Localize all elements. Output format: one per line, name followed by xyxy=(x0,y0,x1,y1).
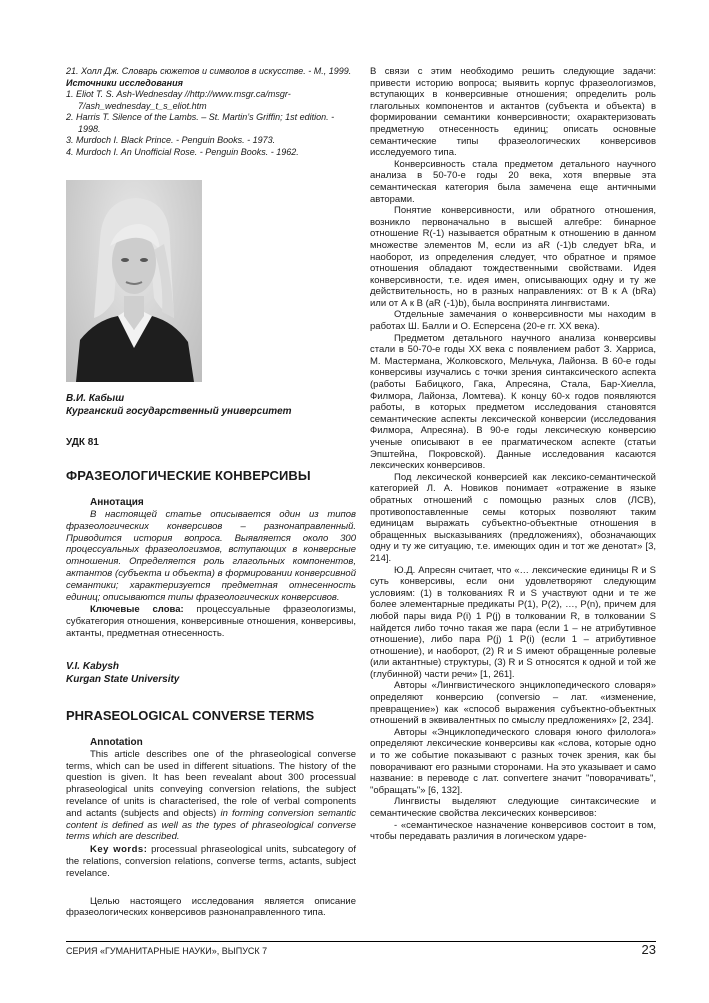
body-paragraph: Авторы «Энциклопедического словаря юного филолога» определяют лексические конверсивы как «слова, которые одно и то же событие показывают с разных точек зрения, как бы поворачивают его разными сторонами. На это указывает и само название: в переводе с лат. convertere значит "поворачивать", "обращать"» [6, 132]. xyxy=(370,726,656,796)
body-paragraph: Ю.Д. Апресян считает, что «… лексические единицы R и S суть конверсивы, если они удовлетворяют следующим условиям: (1) в толкованиях R и S участвуют одни и те же более элементарные предикаты P(1), P(2), …, P(n), причем для любой пары вида P(i) 1 P(j) в толковании R, в толковании S найдется либо точно такая же пара (если 1 – не атрибутивное отношение), либо пара P(j) 1 P(i) (если 1 – атрибутивное отношение), и наоборот, (2) R и S имеют обращенные ролевые (или актантные) структуры, (3) R и S относятся к одной и той же (глубинной) части речи» [1, 261]. xyxy=(370,564,656,680)
body-paragraph: - «семантическое назначение конверсивов состоит в том, чтобы передавать различия в логическом ударе- xyxy=(370,819,656,843)
body-paragraph: В связи с этим необходимо решить следующие задачи: привести историю вопроса; выявить корпус фразеологизмов, вступающих в конверсивные отношения; определить роль глагольных компонентов и актантов (субъекта и объекта) в формировании семантики конверсивности; охарактеризовать предметную отнесенность единиц; описать основные семантические типы фразеологических конверсивов исследуемого типа. xyxy=(370,66,656,159)
author-ru xyxy=(66,392,356,418)
keywords-ru-label: Ключевые слова: xyxy=(90,604,184,616)
body-paragraph: Под лексической конверсией как лексико-семантической категорией Л. А. Новиков понимает «отражение в языке обратных отношений с помощью разных слов (ЛСВ), противопоставленные семы которых позволяют таким единицам выражать субъектно-объектные отношения в обращенных высказываниях (предложениях), обозначающих одну и ту же ситуацию, т.е. имеющих один и тот же денотат» [3, 214]. xyxy=(370,471,656,564)
author-ru-name: В.И. Кабыш xyxy=(66,393,125,404)
author-en xyxy=(66,660,356,686)
author-en-name: V.I. Kabysh xyxy=(66,660,119,672)
left-column xyxy=(66,66,356,919)
keywords-ru xyxy=(66,604,356,639)
body-paragraph: Предметом детального научного анализа конверсивы стали в 50-70-е годы XX века с появлением работ З. Харриса, М. Мастермана, Жолковского, Мельчука, Лайонза. В 60-е годы конверсивы изучались с точки зрения синтаксического аспекта (работы Бабицкого, Гака, Апресяна, Стала, Бар-Хиелла, Филмора, Лайонза, Ломтева). К концу 60-х годов появляются работы, в которых предметом исследования становятся семантические аспекты лексической конверсии (исследования Филмора, Апресяна). В 90-е годы лексическую конверсию ученые описывают в ее прагматическом аспекте (статьи Эпштейна, Покровской). Данные исследования касаются лексических конверсивов. xyxy=(370,332,656,472)
annotation-ru-body: В настоящей статье описывается один из типов фразеологических конверсивов – разнонаправленный. Приводится история вопроса. Выявляется около 300 процессуальных фразеологизмов, вступающих в конверсные отношения. Определяется роль глагольных компонентов, актантов (субъекта и объекта) в формировании конверсивной семантики; характеризуется предметная отнесенность единиц; описываются типы фразеологических конверсивов. xyxy=(66,509,356,603)
keywords-en xyxy=(66,844,356,879)
footer-divider xyxy=(66,941,656,942)
keywords-ru-text: процессуальные фразеологизмы, субкатегория отношения, конверсивные отношения, конверсивы, актанты, предметная отнесенность. xyxy=(66,604,356,639)
author-photo xyxy=(66,180,202,382)
annotation-en-heading: Annotation xyxy=(90,736,143,748)
author-en-affiliation: Kurgan State University xyxy=(66,673,180,685)
sources-heading: Источники исследования xyxy=(66,77,183,88)
article-title-ru: ФРАЗЕОЛОГИЧЕСКИЕ КОНВЕРСИВЫ xyxy=(66,468,311,483)
reference-item: 21. Холл Дж. Словарь сюжетов и символов в искусстве. - М., 1999. xyxy=(66,66,352,76)
article-title-en: PHRASEOLOGICAL CONVERSE TERMS xyxy=(66,707,315,723)
intro-paragraph: Целью настоящего исследования является описание фразеологических конверсивов разнонаправленного типа. xyxy=(66,895,356,919)
journal-series-footer: СЕРИЯ «ГУМАНИТАРНЫЕ НАУКИ», ВЫПУСК 7 xyxy=(66,946,268,956)
annotation-en-body xyxy=(66,749,356,843)
page-number: 23 xyxy=(641,942,656,957)
body-paragraph: Понятие конверсивности, или обратного отношения, возникло первоначально в высшей алгебре: бинарное отношение R(-1) называется обратным к отношению в данном множестве элементов М, если из aR (-1)b следует bRa, и наоборот, из определения следует, что обратное и прямое отношения обладают тождественными свойствами. Идея конверсивности, т.е. идея имен, описывающих одну и ту же действительность, но в разных направлениях: от В к А (bRa) или от А к В (aR (-1)b), была воспринята лингвистами. xyxy=(370,205,656,309)
annotation-en-body-plain: This article describes one of the phraseological converse terms, which can be used in different situations. The history of the question is given. It has been revealant about 300 processual phraseological units conveying conversion relations, the subject revelance of units is characterised, the role of verbal components and actants (subjects and objects) xyxy=(66,748,356,819)
right-column xyxy=(370,66,656,843)
keywords-en-label: Key words: xyxy=(90,844,148,856)
author-portrait-image xyxy=(66,180,202,382)
body-paragraph: Конверсивность стала предметом детального научного анализа в 50-70-е годы 20 века, хотя впервые эта семантическая категория была замечена еще античными авторами. xyxy=(370,158,656,205)
body-paragraph: Отдельные замечания о конверсивности мы находим в работах Ш. Балли и О. Есперсена (20-е гг. XX века). xyxy=(370,309,656,333)
annotation-en-body-italic: in forming conversion semantic content is defined as well as the types of phraseological converse terms which are described. xyxy=(66,807,356,843)
udk-code: УДК 81 xyxy=(66,437,99,448)
body-paragraph: Лингвисты выделяют следующие синтаксические и семантические свойства лексических конверсивов: xyxy=(370,796,656,819)
source-item: 4. Murdoch I. An Unofficial Rose. - Penguin Books. - 1962. xyxy=(66,146,299,157)
keywords-en-text: processual phraseological units, subcategory of the relations, conversion relations, converse terms, actants, subject revelance. xyxy=(66,844,356,879)
body-paragraph: Авторы «Лингвистического энциклопедического словаря» определяют конверсию (conversio – лат. «изменение, превращение») как «способ выражения субъектно-объектных отношений в эквивалентных по смыслу предложениях» [2, 234]. xyxy=(370,680,656,727)
annotation-ru-heading: Аннотация xyxy=(90,497,144,508)
source-item: 1. Eliot T. S. Ash-Wednesday //http://www.msgr.ca/msgr-7/ash_wednesday_t_s_eliot.htm xyxy=(66,89,291,111)
source-item: 2. Harris T. Silence of the Lambs. – St. Martin’s Griffin; 1st edition. - 1998. xyxy=(66,112,335,134)
references-list xyxy=(66,66,356,158)
source-item: 3. Murdoch I. Black Prince. - Penguin Books. - 1973. xyxy=(66,135,276,145)
author-ru-affiliation: Курганский государственный университет xyxy=(66,406,292,417)
